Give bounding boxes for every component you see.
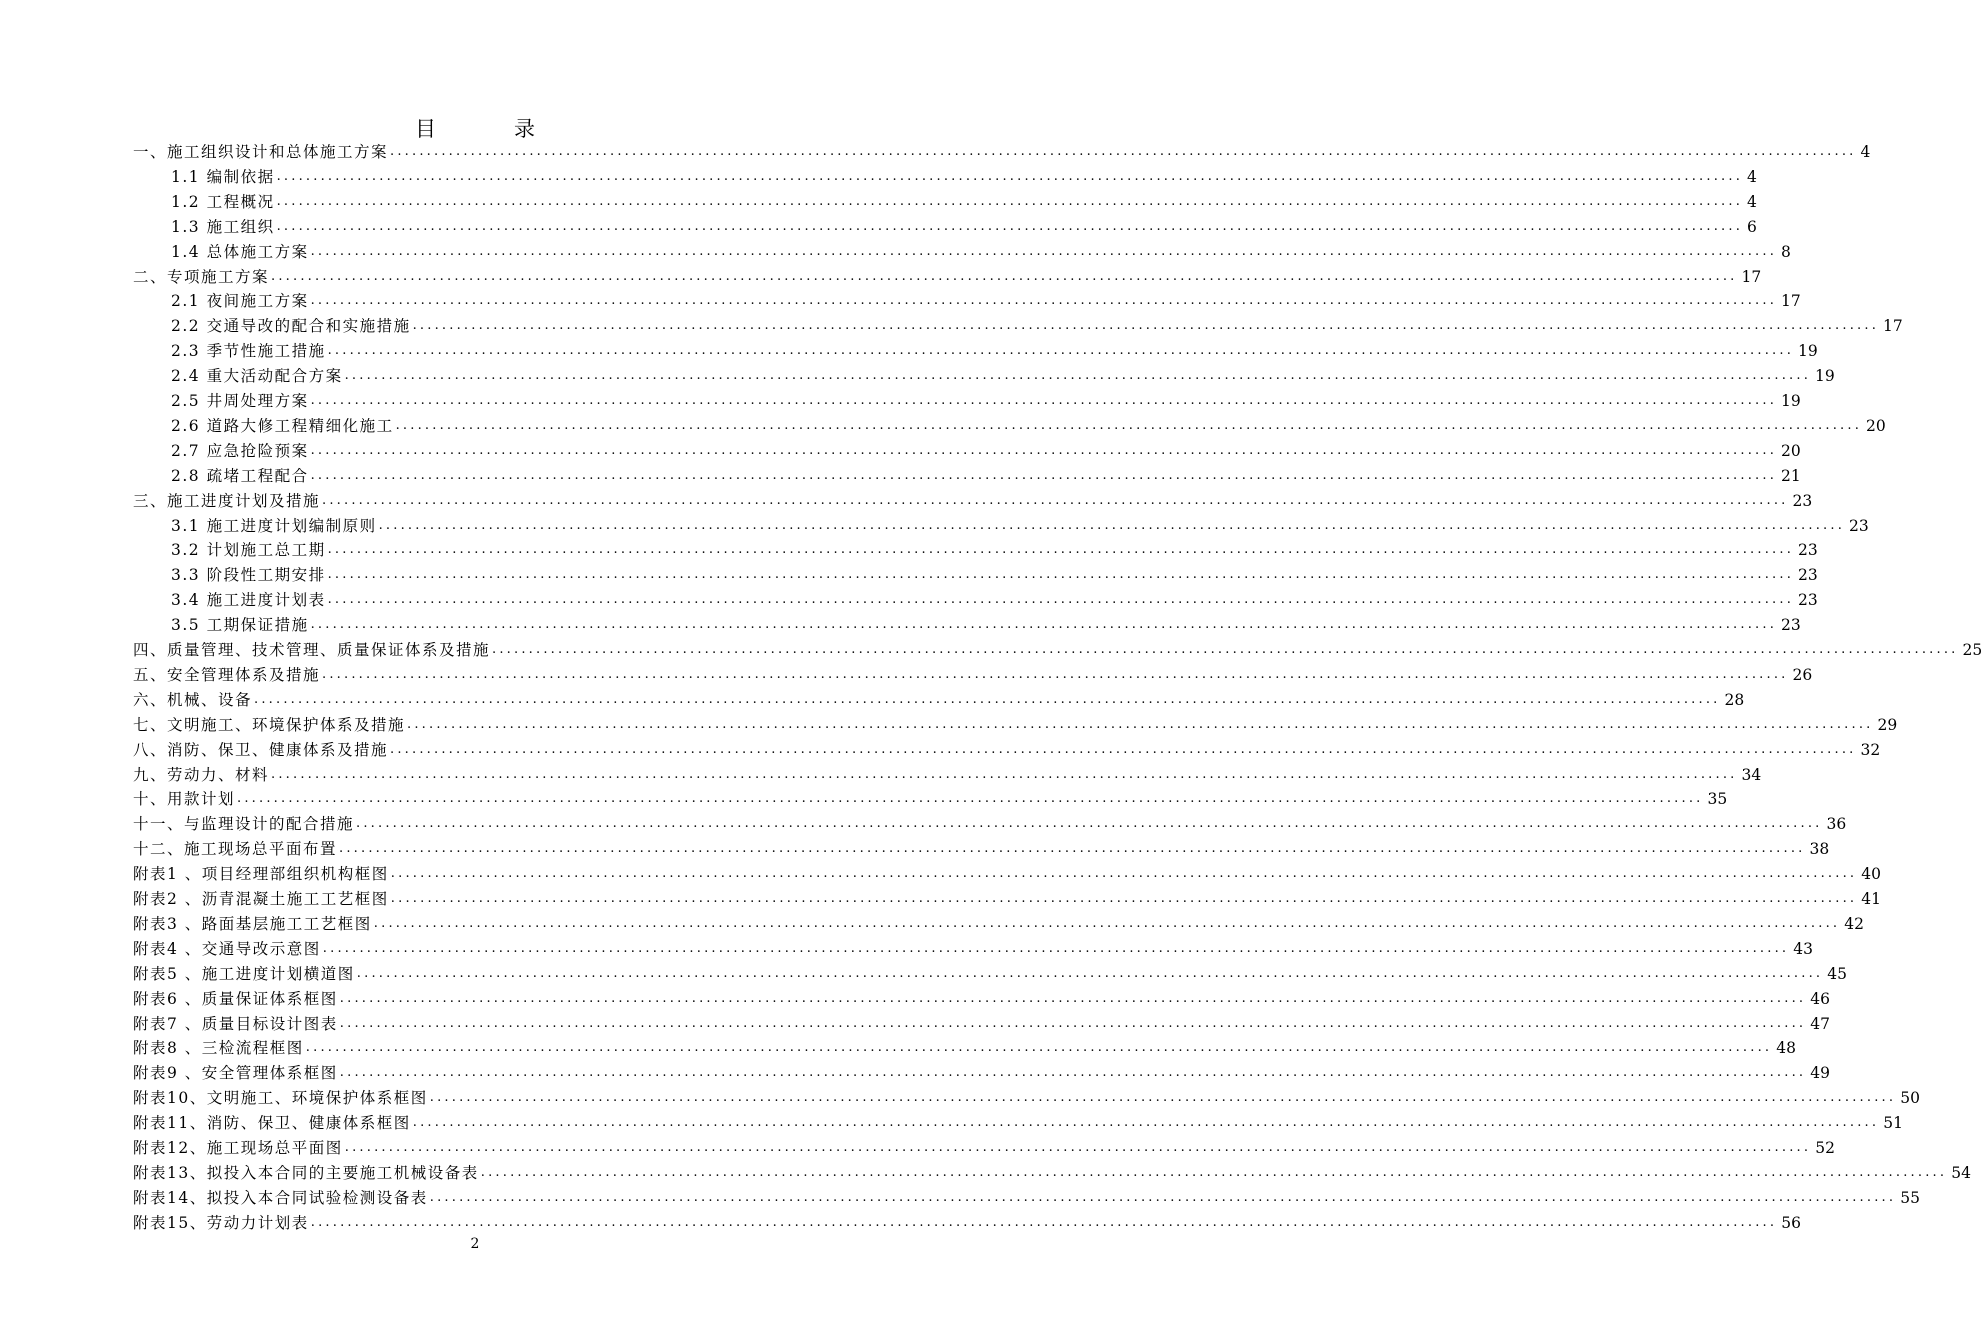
toc-entry-label: 二、专项施工方案 xyxy=(133,267,270,286)
toc-entry-page: 46 xyxy=(1810,989,1830,1008)
toc-leader-dots: ........................................................................................................................................................................................................ xyxy=(310,617,1778,633)
toc-entry[interactable] xyxy=(133,586,1818,610)
toc-entry-label: 1.3 施工组织 xyxy=(171,217,275,236)
toc-entry-label: 1.2 工程概况 xyxy=(171,192,275,211)
toc-entry-page: 21 xyxy=(1781,466,1801,485)
toc-leader-dots: ........................................................................................................................................................................................................ xyxy=(412,318,1880,334)
toc-entry-label: 附表1 、项目经理部组织机构框图 xyxy=(133,865,389,884)
toc-entry-label: 一、施工组织设计和总体施工方案 xyxy=(133,143,389,161)
toc-entry[interactable] xyxy=(133,761,1762,785)
toc-leader-dots: ........................................................................................................................................................................................................ xyxy=(429,1189,1897,1205)
toc-title-part1: 目 xyxy=(415,117,436,141)
toc-leader-dots: ........................................................................................................................................................................................................ xyxy=(412,1115,1880,1131)
toc-entry-label: 3.5 工期保证措施 xyxy=(171,616,309,635)
toc-entry-page: 20 xyxy=(1781,441,1801,460)
toc-entry[interactable] xyxy=(133,561,1818,585)
toc-leader-dots: ........................................................................................................................................................................................................ xyxy=(310,442,1778,458)
toc-entry[interactable] xyxy=(133,686,1745,710)
toc-entry[interactable] xyxy=(133,810,1847,834)
toc-entry[interactable] xyxy=(133,287,1801,311)
toc-entry-page: 35 xyxy=(1707,790,1728,809)
toc-entry-label: 四、质量管理、技术管理、质量保证体系及措施 xyxy=(133,641,491,659)
toc-leader-dots: ........................................................................................................................................................................................................ xyxy=(310,243,1778,259)
toc-leader-dots: ........................................................................................................................................................................................................ xyxy=(276,168,1744,184)
toc-entry-page: 56 xyxy=(1781,1213,1801,1232)
toc-leader-dots: ........................................................................................................................................................................................................ xyxy=(310,393,1778,408)
toc-entry-label: 2.7 应急抢险预案 xyxy=(171,441,309,460)
toc-leader-dots: ........................................................................................................................................................................................................ xyxy=(390,144,1857,159)
toc-entry[interactable] xyxy=(133,910,1864,934)
toc-entry-page: 51 xyxy=(1883,1114,1903,1133)
toc-entry-page: 26 xyxy=(1792,665,1813,684)
toc-leader-dots: ........................................................................................................................................................................................................ xyxy=(356,965,1824,981)
toc-leader-dots: ........................................................................................................................................................................................................ xyxy=(327,567,1795,583)
toc-entry[interactable] xyxy=(133,412,1886,436)
toc-entry[interactable] xyxy=(133,1084,1920,1108)
toc-entry-page: 48 xyxy=(1776,1039,1796,1058)
toc-entry[interactable] xyxy=(133,636,1982,660)
toc-entry-label: 附表15、劳动力计划表 xyxy=(133,1213,309,1232)
toc-leader-dots: ........................................................................................................................................................................................................ xyxy=(390,891,1858,906)
toc-entry-page: 23 xyxy=(1798,566,1818,585)
toc-entry-page: 17 xyxy=(1781,292,1801,311)
toc-entry-label: 附表3 、路面基层施工工艺框图 xyxy=(133,914,372,933)
toc-leader-dots: ........................................................................................................................................................................................................ xyxy=(237,791,1704,807)
toc-entry-page: 4 xyxy=(1747,167,1757,186)
toc-entry[interactable] xyxy=(133,611,1801,635)
toc-entry[interactable] xyxy=(133,163,1757,187)
toc-leader-dots: ........................................................................................................................................................................................................ xyxy=(339,1065,1807,1081)
toc-entry-page: 34 xyxy=(1741,765,1762,784)
toc-leader-dots: ........................................................................................................................................................................................................ xyxy=(327,343,1795,359)
toc-entry-label: 十二、施工现场总平面布置 xyxy=(133,840,338,859)
toc-entry-label: 附表5 、施工进度计划横道图 xyxy=(133,964,355,983)
toc-entry[interactable] xyxy=(133,512,1869,536)
toc-entry-label: 3.3 阶段性工期安排 xyxy=(171,566,326,585)
toc-leader-dots: ........................................................................................................................................................................................................ xyxy=(480,1164,1948,1180)
toc-leader-dots: ........................................................................................................................................................................................................ xyxy=(390,866,1858,882)
toc-entry[interactable] xyxy=(133,860,1881,884)
toc-leader-dots: ........................................................................................................................................................................................................ xyxy=(322,666,1789,682)
toc-leader-dots: ........................................................................................................................................................................................................ xyxy=(322,492,1789,508)
toc-leader-dots: ........................................................................................................................................................................................................ xyxy=(339,1015,1807,1031)
toc-entry-label: 七、文明施工、环境保护体系及措施 xyxy=(133,715,406,734)
toc-entry[interactable] xyxy=(133,238,1791,262)
toc-leader-dots: ........................................................................................................................................................................................................ xyxy=(276,218,1744,234)
toc-entry[interactable] xyxy=(133,312,1903,336)
toc-entry[interactable] xyxy=(133,1010,1830,1034)
toc-leader-dots: ........................................................................................................................................................................................................ xyxy=(322,940,1790,956)
toc-entry[interactable] xyxy=(133,711,1898,735)
toc-leader-dots: ........................................................................................................................................................................................................ xyxy=(339,841,1806,857)
toc-entry[interactable] xyxy=(133,935,1813,959)
toc-entry[interactable] xyxy=(133,1059,1830,1083)
toc-entry[interactable] xyxy=(133,1184,1920,1208)
toc-entry-label: 2.4 重大活动配合方案 xyxy=(171,367,343,386)
toc-entry-label: 2.5 井周处理方案 xyxy=(171,392,309,410)
toc-entry-page: 6 xyxy=(1747,217,1757,236)
toc-entry-label: 1.1 编制依据 xyxy=(171,167,275,186)
toc-leader-dots: ........................................................................................................................................................................................................ xyxy=(271,766,1738,782)
toc-entry[interactable] xyxy=(133,1134,1835,1158)
toc-entry[interactable] xyxy=(133,213,1757,237)
toc-leader-dots: ........................................................................................................................................................................................................ xyxy=(395,417,1863,433)
toc-entry[interactable] xyxy=(133,437,1801,461)
toc-entry-page: 23 xyxy=(1781,616,1801,635)
page-footer-number: 2 xyxy=(470,1236,480,1252)
toc-entry-page: 45 xyxy=(1827,964,1847,983)
toc-entry-label: 附表7 、质量目标设计图表 xyxy=(133,1014,338,1033)
toc-entry-label: 2.8 疏堵工程配合 xyxy=(171,466,309,485)
toc-entry-page: 8 xyxy=(1781,242,1791,261)
toc-entry-page: 43 xyxy=(1793,939,1813,958)
toc-entry-label: 附表13、拟投入本合同的主要施工机械设备表 xyxy=(133,1163,479,1182)
toc-entry-page: 4 xyxy=(1860,143,1871,161)
toc-entry-label: 2.6 道路大修工程精细化施工 xyxy=(171,416,394,435)
toc-entry-label: 五、安全管理体系及措施 xyxy=(133,665,321,684)
toc-leader-dots: ........................................................................................................................................................................................................ xyxy=(429,1090,1897,1106)
toc-entry-page: 28 xyxy=(1724,690,1745,709)
toc-leader-dots: ........................................................................................................................................................................................................ xyxy=(327,542,1795,558)
toc-entry[interactable] xyxy=(133,487,1813,511)
toc-leader-dots: ........................................................................................................................................................................................................ xyxy=(344,1140,1812,1155)
toc-entry-label: 十一、与监理设计的配合措施 xyxy=(133,815,355,834)
toc-entry-page: 20 xyxy=(1866,416,1886,435)
toc-entry-page: 23 xyxy=(1792,491,1813,510)
toc-leader-dots: ........................................................................................................................................................................................................ xyxy=(310,467,1778,483)
toc-entry[interactable] xyxy=(133,387,1801,411)
toc-entry[interactable] xyxy=(133,1159,1971,1183)
toc-entry-page: 19 xyxy=(1781,392,1801,410)
toc-entry-label: 3.4 施工进度计划表 xyxy=(171,591,326,610)
toc-entry-page: 23 xyxy=(1798,541,1818,560)
toc-entry-page: 38 xyxy=(1809,840,1830,859)
toc-entry[interactable] xyxy=(133,885,1881,909)
toc-entry-page: 54 xyxy=(1951,1163,1971,1182)
toc-entry-page: 19 xyxy=(1798,342,1818,361)
toc-entry-page: 17 xyxy=(1883,317,1903,336)
toc-leader-dots: ........................................................................................................................................................................................................ xyxy=(407,716,1874,732)
toc-entry-page: 47 xyxy=(1810,1014,1830,1033)
toc-leader-dots: ........................................................................................................................................................................................................ xyxy=(254,691,1721,707)
toc-entry-label: 六、机械、设备 xyxy=(133,690,253,709)
toc-entry[interactable] xyxy=(133,138,1871,162)
toc-entry[interactable] xyxy=(133,263,1762,287)
toc-entry-label: 3.1 施工进度计划编制原则 xyxy=(171,516,377,535)
toc-entry-label: 附表10、文明施工、环境保护体系框图 xyxy=(133,1089,428,1108)
toc-leader-dots: ........................................................................................................................................................................................................ xyxy=(344,368,1812,384)
toc-entry[interactable] xyxy=(133,1034,1796,1058)
toc-entry-label: 附表11、消防、保卫、健康体系框图 xyxy=(133,1114,411,1133)
toc-entry-page: 36 xyxy=(1826,815,1847,834)
toc-entry-page: 49 xyxy=(1810,1064,1830,1083)
toc-leader-dots: ........................................................................................................................................................................................................ xyxy=(310,293,1778,309)
toc-leader-dots: ........................................................................................................................................................................................................ xyxy=(356,816,1823,832)
toc-entry-label: 2.2 交通导改的配合和实施措施 xyxy=(171,317,411,336)
toc-entry-page: 4 xyxy=(1747,192,1757,211)
toc-leader-dots: ........................................................................................................................................................................................................ xyxy=(492,642,1959,657)
toc-entry[interactable] xyxy=(133,736,1881,760)
toc-entry[interactable] xyxy=(133,835,1830,859)
toc-entry-page: 25 xyxy=(1962,641,1982,659)
toc-leader-dots: ........................................................................................................................................................................................................ xyxy=(271,268,1738,284)
toc-entry-label: 附表6 、质量保证体系框图 xyxy=(133,989,338,1008)
toc-title-part2: 录 xyxy=(514,117,535,141)
toc-leader-dots: ........................................................................................................................................................................................................ xyxy=(378,517,1846,533)
toc-entry[interactable] xyxy=(133,462,1801,486)
toc-entry-page: 50 xyxy=(1900,1089,1920,1108)
toc-entry[interactable] xyxy=(133,536,1818,560)
toc-leader-dots: ........................................................................................................................................................................................................ xyxy=(339,990,1807,1006)
toc-entry-page: 29 xyxy=(1877,715,1898,734)
toc-entry-label: 2.1 夜间施工方案 xyxy=(171,292,309,311)
toc-entry[interactable] xyxy=(133,337,1818,361)
toc-entry-label: 1.4 总体施工方案 xyxy=(171,242,309,261)
toc-entry[interactable] xyxy=(133,661,1813,685)
toc-entry[interactable] xyxy=(133,960,1847,984)
toc-leader-dots: ........................................................................................................................................................................................................ xyxy=(373,915,1841,931)
toc-entry-label: 3.2 计划施工总工期 xyxy=(171,541,326,560)
toc-entry-label: 附表4 、交通导改示意图 xyxy=(133,939,321,958)
toc-entry[interactable] xyxy=(133,1209,1801,1233)
toc-leader-dots: ........................................................................................................................................................................................................ xyxy=(276,193,1744,209)
toc-entry-label: 九、劳动力、材料 xyxy=(133,765,270,784)
toc-entry-label: 八、消防、保卫、健康体系及措施 xyxy=(133,740,389,759)
toc-entry-page: 19 xyxy=(1815,367,1835,386)
toc-entry-page: 32 xyxy=(1860,740,1881,759)
toc-entry-label: 附表12、施工现场总平面图 xyxy=(133,1139,343,1157)
toc-entry[interactable] xyxy=(133,985,1830,1009)
toc-entry-label: 附表9 、安全管理体系框图 xyxy=(133,1064,338,1083)
toc-entry[interactable] xyxy=(133,1109,1903,1133)
toc-entry-page: 55 xyxy=(1900,1188,1920,1207)
toc-entry-page: 23 xyxy=(1849,516,1869,535)
toc-entry-label: 附表8 、三检流程框图 xyxy=(133,1039,304,1058)
toc-entry-page: 17 xyxy=(1741,267,1762,286)
toc-entry-page: 41 xyxy=(1861,890,1881,908)
toc-leader-dots: ........................................................................................................................................................................................................ xyxy=(390,741,1857,757)
toc-entry-page: 42 xyxy=(1844,914,1864,933)
toc-entry-label: 附表14、拟投入本合同试验检测设备表 xyxy=(133,1188,428,1207)
toc-leader-dots: ........................................................................................................................................................................................................ xyxy=(327,592,1795,608)
toc-entry-label: 三、施工进度计划及措施 xyxy=(133,491,321,510)
toc-entry-page: 52 xyxy=(1815,1139,1835,1157)
toc-entry[interactable] xyxy=(133,785,1728,809)
toc-entry[interactable] xyxy=(133,188,1757,212)
toc-entry-label: 2.3 季节性施工措施 xyxy=(171,342,326,361)
toc-leader-dots: ........................................................................................................................................................................................................ xyxy=(310,1214,1778,1230)
toc-leader-dots: ........................................................................................................................................................................................................ xyxy=(305,1040,1773,1056)
toc-entry-page: 40 xyxy=(1861,865,1881,884)
toc-entry-label: 十、用款计划 xyxy=(133,790,236,809)
toc-entry-page: 23 xyxy=(1798,591,1818,610)
toc-entry[interactable] xyxy=(133,362,1835,386)
toc-entry-label: 附表2 、沥青混凝土施工工艺框图 xyxy=(133,890,389,908)
